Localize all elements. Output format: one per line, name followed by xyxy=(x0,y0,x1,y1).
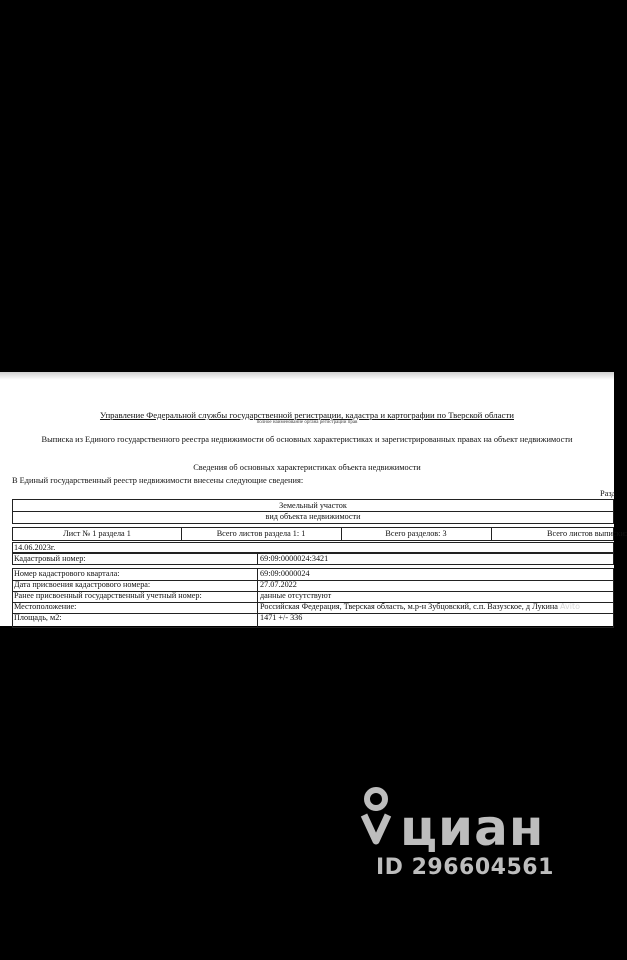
object-type-box xyxy=(12,499,614,524)
row-value: Российская Федерация, Тверская область, м.р-н Зубцовский, с.п. Вазузское, д Лукина xyxy=(260,602,558,611)
organization-caption: полное наименование органа регистрации прав xyxy=(256,420,358,425)
row-value: 27.07.2022 xyxy=(260,580,297,589)
section-label: Разд xyxy=(600,489,616,498)
row-label: Номер кадастрового квартала: xyxy=(14,569,120,578)
row-value: 69:09:0000024 xyxy=(260,569,310,578)
avito-watermark: Avito xyxy=(560,602,580,611)
total-sheets-section: Всего листов раздела 1: 1 xyxy=(216,529,306,538)
sheets-row xyxy=(12,527,627,541)
organization-name: Управление Федеральной службы государственной регистрации, кадастра и картографии по Тверской области xyxy=(99,410,514,420)
cian-logo-text: циан xyxy=(400,799,545,857)
object-type: Земельный участок xyxy=(279,501,347,510)
sheet-number: Лист № 1 раздела 1 xyxy=(63,529,131,538)
row-label: Ранее присвоенный государственный учетный номер: xyxy=(14,591,202,600)
row-value: 1471 +/- 336 xyxy=(260,613,303,622)
row-label: Кадастровый номер: xyxy=(14,554,86,563)
row-label: Дата присвоения кадастрового номера: xyxy=(14,580,151,589)
intro-text: В Единый государственный реестр недвижимости внесены следующие сведения: xyxy=(12,476,304,485)
location-pin-icon xyxy=(358,785,394,851)
table-row xyxy=(12,553,614,565)
attributes-table xyxy=(12,568,614,628)
total-sections: Всего разделов: 3 xyxy=(385,529,447,538)
listing-id: ID 296604561 xyxy=(376,855,554,880)
extract-date: 14.06.2023г. xyxy=(14,543,56,552)
extract-title: Выписка из Единого государственного реестра недвижимости об основных характеристиках и зарегистрированных правах на объект недвижимости xyxy=(41,435,573,444)
object-type-caption: вид объекта недвижимости xyxy=(265,512,361,521)
date-row xyxy=(12,542,614,553)
row-label: Площадь, м2: xyxy=(14,613,62,622)
row-label: Местоположение: xyxy=(14,602,77,611)
document-page xyxy=(0,372,627,626)
info-title: Сведения об основных характеристиках объекта недвижимости xyxy=(193,463,421,472)
row-value: 69:09:0000024:3421 xyxy=(260,554,329,563)
total-sheets-extract: Всего листов выписки: xyxy=(547,529,627,538)
row-value: данные отсутствуют xyxy=(260,591,332,600)
